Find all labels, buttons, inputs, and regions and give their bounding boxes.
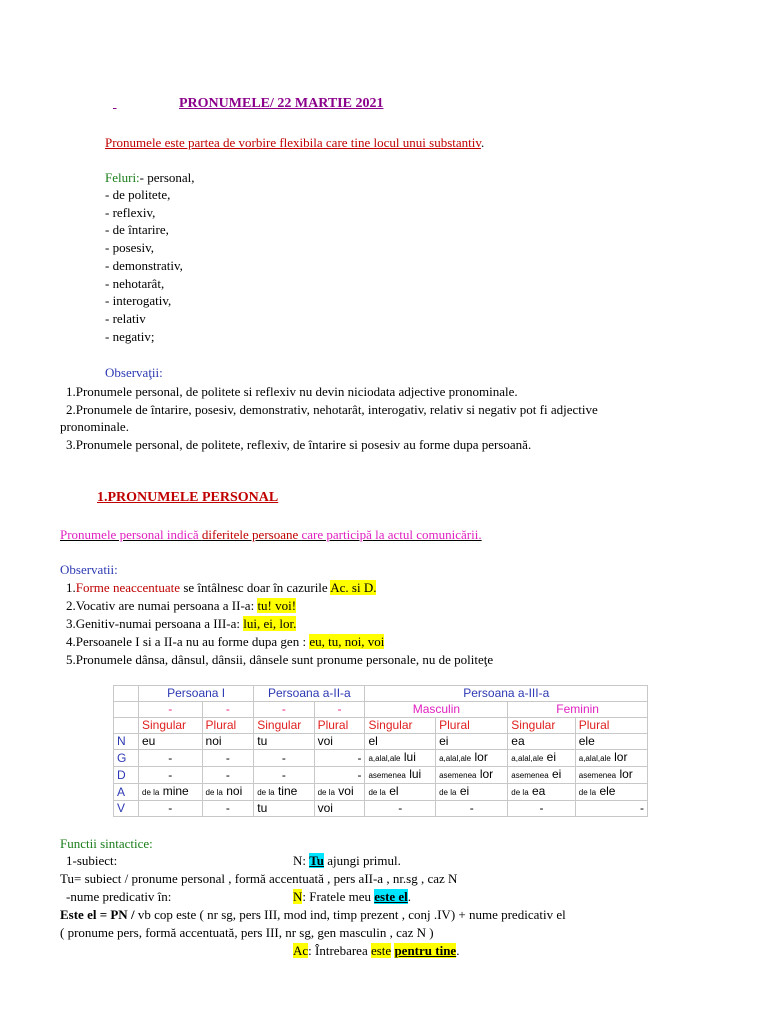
case-label: V <box>114 801 139 817</box>
table-cell: voi <box>314 734 365 750</box>
table-cell: - <box>365 801 436 817</box>
observatie-item: 3.Pronumele personal, de politete, reflexiv, de întarire si posesiv au forme dupa persoană. <box>66 437 532 452</box>
number-cell: Plural <box>436 718 508 734</box>
feluri-heading: Feluri:- personal, <box>105 170 195 185</box>
table-gender-row <box>114 702 648 718</box>
feluri-item: - posesiv, <box>105 240 154 255</box>
gender-cell: - <box>314 702 365 718</box>
case-label: D <box>114 767 139 784</box>
gender-cell: - <box>139 702 203 718</box>
observatie-item: 1.Forme neaccentuate se întâlnesc doar în cazurile Ac. si D. <box>66 580 377 595</box>
number-cell: Singular <box>508 718 575 734</box>
observatie-item: 1.Pronumele personal, de politete si reflexiv nu devin niciodata adjective pronominale. <box>66 384 518 399</box>
table-cell: de la ei <box>436 784 508 801</box>
table-cell: tu <box>254 801 314 817</box>
section-title: 1.PRONUMELE PERSONAL <box>97 490 279 505</box>
gender-cell: - <box>202 702 254 718</box>
table-cell: de la voi <box>314 784 365 801</box>
table-cell: a,alal,ale lui <box>365 750 436 767</box>
table-cell: el <box>365 734 436 750</box>
number-cell: Singular <box>365 718 436 734</box>
table-cell: - <box>139 801 203 817</box>
observatie-item: 5.Pronumele dânsa, dânsul, dânsii, dânsele sunt pronume personale, nu de politeţe <box>66 652 494 667</box>
table-cell: - <box>314 750 365 767</box>
gender-feminin: Feminin <box>508 702 648 718</box>
table-cell: - <box>254 767 314 784</box>
table-cell: ele <box>575 734 647 750</box>
case-label: A <box>114 784 139 801</box>
observatii-heading: Observatii: <box>60 562 118 577</box>
gender-masculin: Masculin <box>365 702 508 718</box>
table-cell: - <box>436 801 508 817</box>
table-cell: - <box>202 750 254 767</box>
functii-line: 1-subiect: <box>66 853 118 868</box>
functii-line: -nume predicativ în: <box>66 889 172 904</box>
definition: Pronumele este partea de vorbire flexibila care tine locul unui substantiv. <box>105 135 485 150</box>
number-cell: Plural <box>314 718 365 734</box>
number-cell: Plural <box>575 718 647 734</box>
table-cell: - <box>314 767 365 784</box>
table-row <box>114 750 648 767</box>
functii-heading: Functii sintactice: <box>60 836 153 851</box>
functii-example: N: Tu ajungi primul. <box>293 853 401 868</box>
table-number-row <box>114 718 648 734</box>
table-row <box>114 784 648 801</box>
table-cell: a,alal,ale lor <box>575 750 647 767</box>
case-label: G <box>114 750 139 767</box>
functii-example: Ac: Întrebarea este pentru tine. <box>293 943 460 958</box>
table-cell: de la ele <box>575 784 647 801</box>
table-cell: - <box>202 767 254 784</box>
feluri-item: - de întarire, <box>105 222 169 237</box>
table-row <box>114 734 648 750</box>
functii-line: ( pronume pers, formă accentuată, pers III, nr sg, gen masculin , caz N ) <box>60 925 434 940</box>
table-header-row <box>114 686 648 702</box>
table-row <box>114 801 648 817</box>
feluri-item: - de politete, <box>105 187 171 202</box>
feluri-item: - negativ; <box>105 329 155 344</box>
table-cell: asemenea lui <box>365 767 436 784</box>
observatie-item: pronominale. <box>60 419 129 434</box>
table-cell: asemenea lor <box>575 767 647 784</box>
feluri-item: - demonstrativ, <box>105 258 183 273</box>
header-persoana-3: Persoana a-III-a <box>365 686 648 702</box>
number-cell: Singular <box>254 718 314 734</box>
page-title: PRONUMELE/ 22 MARTIE 2021 <box>179 96 384 111</box>
table-cell: voi <box>314 801 365 817</box>
gender-cell: - <box>254 702 314 718</box>
feluri-item: - interogativ, <box>105 293 172 308</box>
table-cell: tu <box>254 734 314 750</box>
observatie-item: 2.Pronumele de întarire, posesiv, demonstrativ, nehotarât, interogativ, relativ si negativ pot fi adjective <box>66 402 598 417</box>
observatie-item: 3.Genitiv-numai persoana a III-a: lui, ei, lor. <box>66 616 297 631</box>
table-cell: a,alal,ale ei <box>508 750 575 767</box>
table-cell: eu <box>139 734 203 750</box>
table-cell: - <box>254 750 314 767</box>
table-cell: - <box>508 801 575 817</box>
case-label: N <box>114 734 139 750</box>
table-cell: ei <box>436 734 508 750</box>
table-cell: - <box>139 767 203 784</box>
table-cell: de la mine <box>139 784 203 801</box>
header-persoana-1: Persoana I <box>139 686 254 702</box>
pronoun-table <box>113 685 648 817</box>
feluri-item: - nehotarât, <box>105 276 165 291</box>
number-cell: Singular <box>139 718 203 734</box>
feluri-item: - relativ <box>105 311 146 326</box>
table-cell: de la noi <box>202 784 254 801</box>
table-cell: - <box>202 801 254 817</box>
feluri-item: - reflexiv, <box>105 205 156 220</box>
table-cell: noi <box>202 734 254 750</box>
observatie-item: 4.Persoanele I si a II-a nu au forme dupa gen : eu, tu, noi, voi <box>66 634 385 649</box>
observatii-heading: Observaţii: <box>105 365 163 380</box>
table-cell: de la tine <box>254 784 314 801</box>
functii-line: Tu= subiect / pronume personal , formă accentuată , pers aII-a , nr.sg , caz N <box>60 871 458 886</box>
table-cell: asemenea ei <box>508 767 575 784</box>
header-persoana-2: Persoana a-II-a <box>254 686 365 702</box>
table-cell: a,alal,ale lor <box>436 750 508 767</box>
table-cell: de la el <box>365 784 436 801</box>
functii-example: N: Fratele meu este el. <box>293 889 412 904</box>
observatie-item: 2.Vocativ are numai persoana a II-a: tu! voi! <box>66 598 297 613</box>
table-row <box>114 767 648 784</box>
table-cell: ea <box>508 734 575 750</box>
table-cell: de la ea <box>508 784 575 801</box>
number-cell: Plural <box>202 718 254 734</box>
section-definition: Pronumele personal indică diferitele persoane care participă la actul comunicării. <box>60 527 482 542</box>
table-cell: - <box>139 750 203 767</box>
table-cell: asemenea lor <box>436 767 508 784</box>
functii-line: Este el = PN / vb cop este ( nr sg, pers III, mod ind, timp prezent , conj .IV) + nume predicativ el <box>60 907 566 922</box>
table-cell: - <box>575 801 647 817</box>
